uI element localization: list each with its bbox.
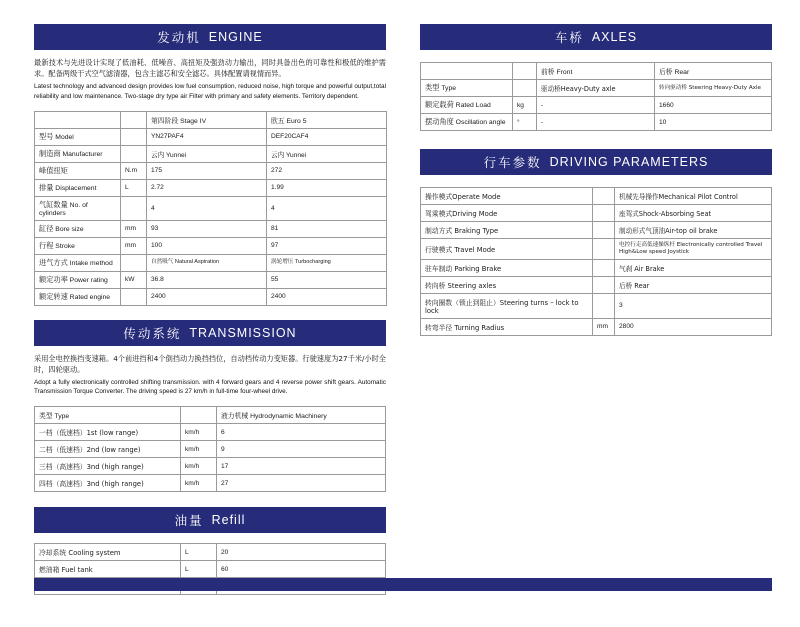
table-row xyxy=(35,128,387,145)
row-value-1: - xyxy=(537,97,655,114)
section-header-refill xyxy=(34,507,386,533)
table-row xyxy=(421,188,772,205)
row-value-1: 36.8 xyxy=(147,271,267,288)
section-title-en: TRANSMISSION xyxy=(189,325,297,340)
table-row xyxy=(35,441,386,458)
row-value-2: 55 xyxy=(267,271,387,288)
row-value: 2800 xyxy=(615,318,772,335)
row-unit: km/h xyxy=(181,424,217,441)
row-unit: kg xyxy=(513,97,537,114)
row-label-en: Type xyxy=(441,85,457,92)
row-label: 转向圈数（锁止到阻止）Steering turns – lock to lock xyxy=(421,293,593,318)
transmission-col-2: 液力机械 Hydrodynamic Machinery xyxy=(217,407,386,424)
table-row xyxy=(421,239,772,260)
row-label-cn: 进气方式 xyxy=(39,257,68,267)
row-value-2: DEF20CAF4 xyxy=(267,128,387,145)
left-column xyxy=(34,24,386,595)
row-unit: ° xyxy=(513,114,537,131)
row-label-en: Model xyxy=(55,133,74,141)
section-header-axles xyxy=(420,24,772,50)
engine-col-0 xyxy=(35,111,121,128)
row-unit xyxy=(121,288,147,305)
row-value-1: 云内 Yunnei xyxy=(147,145,267,162)
row-label-cn: 型号 xyxy=(39,131,54,141)
row-label-en: Manufacturer xyxy=(62,150,103,158)
footer-bar xyxy=(34,578,772,591)
row-value-1: 驱动桥Heavy-Duty axle xyxy=(541,85,616,93)
table-row xyxy=(421,293,772,318)
table-row xyxy=(35,561,386,578)
section-title-cn: 传动系统 xyxy=(123,325,182,341)
engine-description xyxy=(34,57,386,102)
section-header-driving xyxy=(420,149,772,175)
engine-col-2: 第四阶段 Stage IV xyxy=(147,111,267,128)
engine-col-1 xyxy=(121,111,147,128)
table-row xyxy=(35,179,387,196)
row-value: 制动形式气顶油Air-top oil brake xyxy=(615,222,772,239)
table-row xyxy=(35,407,386,424)
row-value-2: 转向驱动桥 Steering Heavy-Duty Axle xyxy=(659,84,761,91)
row-value: 后桥 Rear xyxy=(615,276,772,293)
row-unit xyxy=(593,205,615,222)
table-row xyxy=(35,162,387,179)
row-label-cn: 排量 xyxy=(39,182,54,192)
table-row xyxy=(35,288,387,305)
row-value-1: 175 xyxy=(147,162,267,179)
row-unit xyxy=(593,259,615,276)
row-unit: L xyxy=(181,544,217,561)
row-unit: L xyxy=(181,561,217,578)
row-value: 座驾式Shock-Absorbing Seat xyxy=(615,205,772,222)
row-label-en: No. of cylinders xyxy=(39,201,88,217)
row-unit xyxy=(121,196,147,220)
row-value-2: 1660 xyxy=(655,97,772,114)
row-value-2: 272 xyxy=(267,162,387,179)
row-label: 一档（低速档）1st (low range) xyxy=(35,424,181,441)
section-header-engine xyxy=(34,24,386,50)
table-row xyxy=(35,111,387,128)
table-row xyxy=(35,220,387,237)
section-title-cn: 行车参数 xyxy=(483,155,542,170)
row-value: 6 xyxy=(217,424,386,441)
row-value-1: 100 xyxy=(147,237,267,254)
row-label-en: Power rating xyxy=(69,276,108,284)
row-value-2: 2400 xyxy=(267,288,387,305)
row-label: 冷却系统 Cooling system xyxy=(35,544,181,561)
table-row xyxy=(421,259,772,276)
row-label: 行驶模式 Travel Mode xyxy=(421,239,593,260)
row-value-2: 81 xyxy=(267,220,387,237)
row-value: 电控行走高低速操纵杆 Electronically controlled Travel High&Low speed Joystick xyxy=(619,242,763,255)
row-value-2: 1.99 xyxy=(267,179,387,196)
row-value: 3 xyxy=(615,293,772,318)
row-label: 四档（高速档）3nd (high range) xyxy=(35,475,181,492)
right-column xyxy=(420,24,772,336)
table-row xyxy=(421,114,772,131)
axles-col-3: 后桥 Rear xyxy=(655,63,772,80)
row-label: 三档（高速档）3nd (high range) xyxy=(35,458,181,475)
row-unit xyxy=(121,254,147,271)
row-label-cn: 额定载荷 xyxy=(425,100,454,109)
section-title-cn: 油量 xyxy=(174,513,204,529)
transmission-description-cn: 采用全电控换挡变速箱。4个前进挡和4个倒挡动力换挡挡位，自动档传动力变矩器。行驶速度为27千米/小时全时，四轮驱动。 xyxy=(34,353,386,374)
section-title-en: AXLES xyxy=(591,30,638,44)
row-label-en: Stroke xyxy=(55,242,75,250)
row-label-cn: 气缸数量 xyxy=(39,199,68,209)
row-unit xyxy=(121,145,147,162)
table-row xyxy=(35,196,387,220)
table-row xyxy=(421,80,772,97)
row-value-1: YN27PAF4 xyxy=(147,128,267,145)
axles-col-1 xyxy=(513,63,537,80)
table-row xyxy=(35,237,387,254)
engine-col-3: 欧五 Euro 5 xyxy=(267,111,387,128)
driving-table xyxy=(420,187,772,336)
row-unit xyxy=(593,188,615,205)
row-label-cn: 制造商 xyxy=(39,148,61,158)
row-label: 驻车制动 Parking Brake xyxy=(421,259,593,276)
section-title-en: Refill xyxy=(211,513,246,528)
section-title-cn: 发动机 xyxy=(157,30,201,45)
row-unit xyxy=(513,80,537,97)
row-value-1: - xyxy=(537,114,655,131)
row-unit xyxy=(593,276,615,293)
row-label-en: Rated Load xyxy=(455,102,491,109)
row-label-cn: 缸径 xyxy=(39,223,54,233)
row-unit: mm xyxy=(593,318,615,335)
table-row xyxy=(35,145,387,162)
transmission-table xyxy=(34,406,386,492)
row-label-cn: 类型 xyxy=(425,83,440,92)
section-title-en: DRIVING PARAMETERS xyxy=(549,155,709,169)
row-value: 机械先导操作Mechanical Pilot Control xyxy=(615,188,772,205)
transmission-description xyxy=(34,353,386,398)
section-title-en: ENGINE xyxy=(208,30,263,44)
transmission-col-1 xyxy=(181,407,217,424)
table-row xyxy=(421,205,772,222)
row-label-en: Displacement xyxy=(55,184,97,192)
transmission-col-0: 类型 Type xyxy=(35,407,181,424)
row-unit: km/h xyxy=(181,458,217,475)
table-row xyxy=(35,424,386,441)
row-unit: km/h xyxy=(181,475,217,492)
engine-description-cn: 最新技术与先进设计实现了低油耗、低噪音、高扭矩及强劲动力输出，同时具备出色的可靠性和极低的维护需求。配备两级干式空气滤清器，包含主滤芯和安全滤芯。具体配置请视情而异。 xyxy=(34,58,386,79)
row-value-2: 10 xyxy=(655,114,772,131)
table-row xyxy=(421,97,772,114)
axles-col-0 xyxy=(421,63,513,80)
row-label: 制动方式 Braking Type xyxy=(421,222,593,239)
row-label: 转弯半径 Turning Radius xyxy=(421,318,593,335)
row-unit xyxy=(593,239,615,260)
row-label-cn: 峰值扭矩 xyxy=(39,165,68,175)
row-unit xyxy=(593,293,615,318)
section-title-cn: 车桥 xyxy=(554,30,584,45)
row-label: 转向桥 Steering axles xyxy=(421,276,593,293)
row-label: 驾乘模式Driving Mode xyxy=(421,205,593,222)
row-label-en: Bore size xyxy=(55,225,84,233)
row-value-1: 93 xyxy=(147,220,267,237)
row-label-cn: 行程 xyxy=(39,240,54,250)
table-row xyxy=(421,318,772,335)
table-row xyxy=(35,458,386,475)
row-unit: mm xyxy=(121,220,147,237)
row-unit: N.m xyxy=(121,162,147,179)
row-unit: L xyxy=(121,179,147,196)
transmission-description-en: Adopt a fully electronically controlled shifting transmission. with 4 forward gears and 4 reverse power shift gears. Automatic Transmission Torque Converter. The driving speed is 27 km/h in full-time four-wheel drive. xyxy=(34,378,386,396)
row-unit xyxy=(121,128,147,145)
row-value-1: 2400 xyxy=(147,288,267,305)
row-value-1: 2.72 xyxy=(147,179,267,196)
table-row xyxy=(35,475,386,492)
row-unit: kW xyxy=(121,271,147,288)
axles-table xyxy=(420,62,772,131)
row-unit: km/h xyxy=(181,441,217,458)
row-label-cn: 摆动角度 xyxy=(425,117,454,126)
row-label: 二档（低速档）2nd (low range) xyxy=(35,441,181,458)
row-value: 27 xyxy=(217,475,386,492)
row-unit xyxy=(593,222,615,239)
row-value: 9 xyxy=(217,441,386,458)
row-value-1: 4 xyxy=(147,196,267,220)
engine-description-en: Latest technology and advanced design provides low fuel consumption, reduced noise, high torque and powerful output,total reliability and low maintenance. Two-stage dry type air Filter with primary and safety elements. Territory dependent. xyxy=(34,83,386,100)
row-label-cn: 额定转速 xyxy=(39,291,68,301)
row-label: 燃油箱 Fuel tank xyxy=(35,561,181,578)
row-label-cn: 额定功率 xyxy=(39,274,68,284)
table-row xyxy=(421,63,772,80)
row-label-en: Rated engine xyxy=(69,293,111,301)
row-unit: mm xyxy=(121,237,147,254)
table-row xyxy=(35,254,387,271)
row-value: 60 xyxy=(217,561,386,578)
row-value: 气刹 Air Brake xyxy=(615,259,772,276)
row-label-en: Intake method xyxy=(69,259,113,267)
row-value-2: 涡轮增压 Turbocharging xyxy=(271,259,331,266)
row-label-en: Oscillation angle xyxy=(455,119,506,126)
table-row xyxy=(421,222,772,239)
row-value: 17 xyxy=(217,458,386,475)
table-row xyxy=(35,544,386,561)
row-value: 20 xyxy=(217,544,386,561)
row-label: 操作模式Operate Mode xyxy=(421,188,593,205)
row-value-2: 云内 Yunnei xyxy=(267,145,387,162)
row-value-1: 自然吸气 Natural Aspiration xyxy=(151,259,220,266)
row-value-2: 4 xyxy=(267,196,387,220)
table-row xyxy=(35,271,387,288)
axles-col-2: 前桥 Front xyxy=(537,63,655,80)
row-value-2: 97 xyxy=(267,237,387,254)
engine-table xyxy=(34,111,387,306)
table-row xyxy=(421,276,772,293)
section-header-transmission xyxy=(34,320,386,346)
